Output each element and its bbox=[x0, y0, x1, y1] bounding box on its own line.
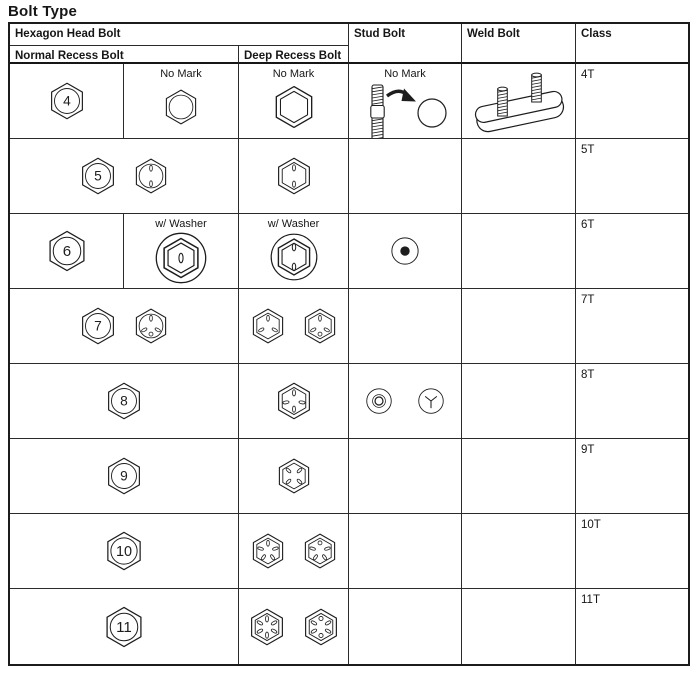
svg-text:8: 8 bbox=[120, 393, 128, 409]
cell-9t-class: 9T bbox=[576, 439, 688, 514]
mark-label: No Mark bbox=[384, 68, 426, 80]
bolt-head-symbols bbox=[10, 514, 238, 588]
bolt-head-symbols bbox=[239, 289, 348, 363]
cell-9t-normal bbox=[10, 439, 239, 514]
cell-6t-class: 6T bbox=[576, 214, 688, 289]
stud-end-mark bbox=[349, 214, 461, 288]
cell-4t-class: 4T bbox=[576, 64, 688, 139]
cell-5t-class: 5T bbox=[576, 139, 688, 214]
stud-bolt-drawing bbox=[349, 82, 461, 139]
cell-7t-weld bbox=[462, 289, 576, 364]
mark-label: w/ Washer bbox=[155, 218, 207, 230]
svg-text:6: 6 bbox=[62, 243, 71, 261]
cell-6t-normal-right bbox=[124, 214, 239, 289]
cell-8t-deep bbox=[239, 364, 349, 439]
svg-text:11: 11 bbox=[116, 618, 132, 636]
cell-11t-deep bbox=[239, 589, 349, 664]
cell-4t-normal-left bbox=[10, 64, 124, 139]
bolt-head-symbols bbox=[10, 289, 238, 363]
mark-label: w/ Washer bbox=[267, 218, 320, 230]
cell-7t-stud bbox=[349, 289, 462, 364]
cell-6t-deep bbox=[239, 214, 349, 289]
header-hexagon-head-bolt: Hexagon Head Bolt bbox=[10, 24, 349, 46]
bolt-head-symbols bbox=[239, 139, 348, 213]
cell-4t-stud bbox=[349, 64, 462, 139]
cell-8t-weld bbox=[462, 364, 576, 439]
cell-7t-class: 7T bbox=[576, 289, 688, 364]
bolt-head-symbols bbox=[239, 232, 348, 288]
cell-4t-deep bbox=[239, 64, 349, 139]
cell-6t-weld bbox=[462, 214, 576, 289]
cell-8t-normal bbox=[10, 364, 239, 439]
cell-9t-weld bbox=[462, 439, 576, 514]
cell-5t-deep bbox=[239, 139, 349, 214]
bolt-head-symbols bbox=[10, 139, 238, 213]
cell-8t-stud bbox=[349, 364, 462, 439]
bolt-head-symbols bbox=[239, 439, 348, 513]
header-weld-bolt: Weld Bolt bbox=[462, 24, 576, 64]
stud-end-marks bbox=[349, 364, 461, 438]
header-deep-recess-bolt: Deep Recess Bolt bbox=[239, 46, 349, 64]
mark-label: No Mark bbox=[160, 68, 202, 80]
page-title: Bolt Type bbox=[8, 3, 78, 20]
bolt-head-symbols bbox=[239, 589, 348, 664]
svg-text:4: 4 bbox=[62, 93, 71, 109]
cell-8t-class: 8T bbox=[576, 364, 688, 439]
svg-text:10: 10 bbox=[115, 543, 133, 560]
bolt-head-symbols bbox=[10, 589, 238, 664]
cell-11t-weld bbox=[462, 589, 576, 664]
cell-5t-normal bbox=[10, 139, 239, 214]
cell-10t-normal bbox=[10, 514, 239, 589]
cell-11t-stud bbox=[349, 589, 462, 664]
cell-4t-weld bbox=[462, 64, 576, 139]
cell-10t-class: 10T bbox=[576, 514, 688, 589]
mark-label: No Mark bbox=[272, 68, 315, 80]
cell-10t-weld bbox=[462, 514, 576, 589]
bolt-head-symbols bbox=[124, 232, 238, 289]
svg-text:9: 9 bbox=[120, 468, 128, 484]
bolt-head-symbols bbox=[239, 364, 348, 438]
cell-11t-class: 11T bbox=[581, 594, 600, 606]
cell-4t-normal-right bbox=[124, 64, 239, 139]
cell-7t-deep bbox=[239, 289, 349, 364]
cell-7t-normal bbox=[10, 289, 239, 364]
weld-bolt-drawing bbox=[462, 64, 575, 138]
bolt-type-table bbox=[8, 22, 690, 666]
bolt-head-symbols bbox=[10, 214, 123, 288]
bolt-head-symbols bbox=[239, 82, 348, 138]
cell-10t-stud bbox=[349, 514, 462, 589]
header-stud-bolt: Stud Bolt bbox=[349, 24, 462, 64]
svg-text:7: 7 bbox=[94, 318, 102, 334]
cell-9t-stud bbox=[349, 439, 462, 514]
header-class: Class bbox=[576, 24, 688, 64]
cell-9t-deep bbox=[239, 439, 349, 514]
cell-6t-normal-left bbox=[10, 214, 124, 289]
cell-5t-weld bbox=[462, 139, 576, 214]
cell-5t-stud bbox=[349, 139, 462, 214]
bolt-head-symbols bbox=[10, 364, 238, 438]
header-normal-recess-bolt: Normal Recess Bolt bbox=[10, 46, 239, 64]
svg-text:5: 5 bbox=[94, 168, 102, 184]
bolt-head-symbols bbox=[239, 514, 348, 588]
bolt-head-symbols bbox=[10, 64, 123, 138]
cell-6t-stud bbox=[349, 214, 462, 289]
cell-10t-deep bbox=[239, 514, 349, 589]
bolt-head-symbols bbox=[124, 82, 238, 138]
bolt-head-symbols bbox=[10, 439, 238, 513]
cell-11t-normal bbox=[10, 589, 239, 664]
